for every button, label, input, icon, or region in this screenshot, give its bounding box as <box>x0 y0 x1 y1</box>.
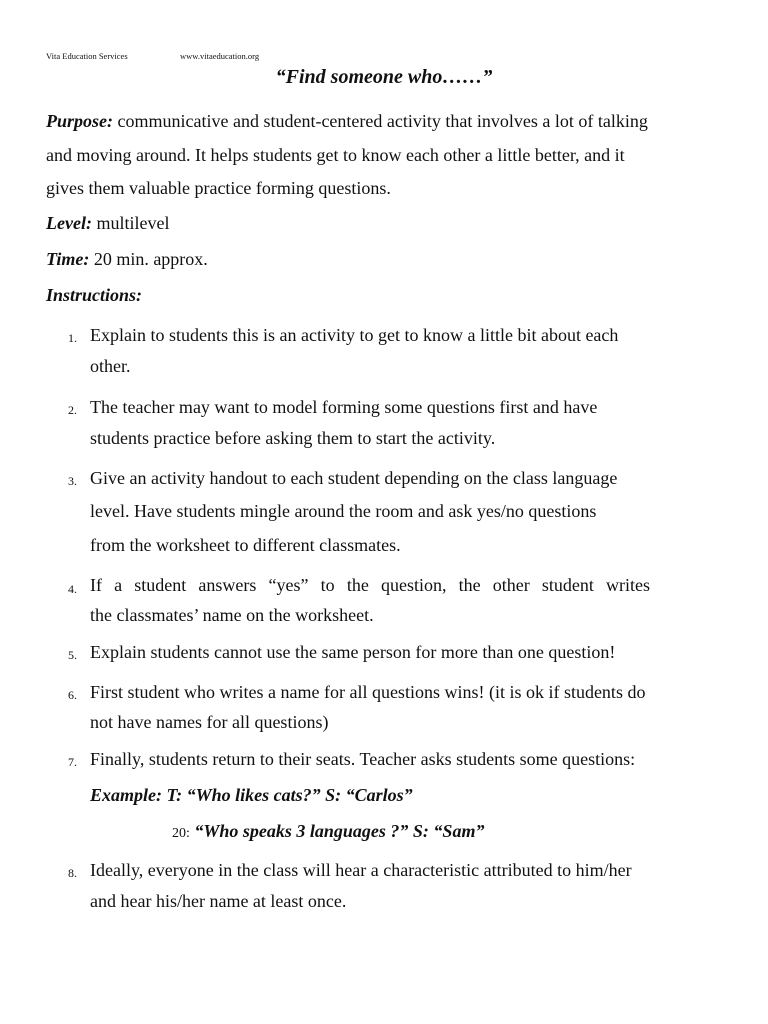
list-item-line: Explain to students this is an activity to get to know a little bit about each <box>90 325 619 345</box>
list-item-line: students practice before asking them to start the activity. <box>90 428 496 448</box>
list-item-line: level. Have students mingle around the room and ask yes/no questions <box>90 501 597 521</box>
example-prefix: 20: <box>172 826 190 841</box>
list-item-line: from the worksheet to different classmates. <box>90 535 401 555</box>
page-title: “Find someone who……” <box>275 66 493 88</box>
list-item-line: other. <box>90 356 131 376</box>
list-item-line: Give an activity handout to each student depending on the class language <box>90 468 618 488</box>
example-line-1: Example: T: “Who likes cats?” S: “Carlos” <box>90 785 413 805</box>
list-item-line: not have names for all questions) <box>90 712 329 732</box>
purpose-line-3: gives them valuable practice forming questions. <box>46 178 391 198</box>
example-question: “Who speaks 3 languages ?” S: “Sam” <box>194 821 485 841</box>
header-org: Vita Education Services <box>46 51 128 61</box>
level-value: multilevel <box>96 213 170 233</box>
time-label: Time: <box>46 249 90 269</box>
time-line <box>46 250 208 268</box>
item-number: 5. <box>68 648 77 662</box>
purpose-label: Purpose: <box>46 111 113 131</box>
purpose-text-1: communicative and student-centered activity that involves a lot of talking <box>117 111 648 131</box>
purpose-line-1 <box>46 112 648 130</box>
item-number: 3. <box>68 474 77 488</box>
list-item-line: Ideally, everyone in the class will hear a characteristic attributed to him/her <box>90 860 632 880</box>
list-item-line: Explain students cannot use the same person for more than one question! <box>90 642 616 662</box>
item-number: 6. <box>68 688 77 702</box>
list-item-line: The teacher may want to model forming some questions first and have <box>90 397 598 417</box>
list-item-line: and hear his/her name at least once. <box>90 891 347 911</box>
list-item-line: the classmates’ name on the worksheet. <box>90 605 374 625</box>
level-line <box>46 214 169 232</box>
instructions-heading: Instructions: <box>46 285 143 305</box>
level-label: Level: <box>46 213 92 233</box>
item-number: 8. <box>68 866 77 880</box>
list-item-line: First student who writes a name for all questions wins! (it is ok if students do <box>90 682 646 702</box>
list-item-line: If a student answers “yes” to the question, the other student writes <box>90 575 650 595</box>
item-number: 7. <box>68 755 77 769</box>
purpose-line-2: and moving around. It helps students get to know each other a little better, and it <box>46 145 625 165</box>
header-url[interactable]: www.vitaeducation.org <box>180 51 260 61</box>
item-number: 4. <box>68 582 77 596</box>
item-number: 2. <box>68 403 77 417</box>
list-item-line: Finally, students return to their seats. Teacher asks students some questions: <box>90 749 636 769</box>
item-number: 1. <box>68 331 77 345</box>
time-value: 20 min. approx. <box>93 249 208 269</box>
example-line-2 <box>172 822 484 841</box>
